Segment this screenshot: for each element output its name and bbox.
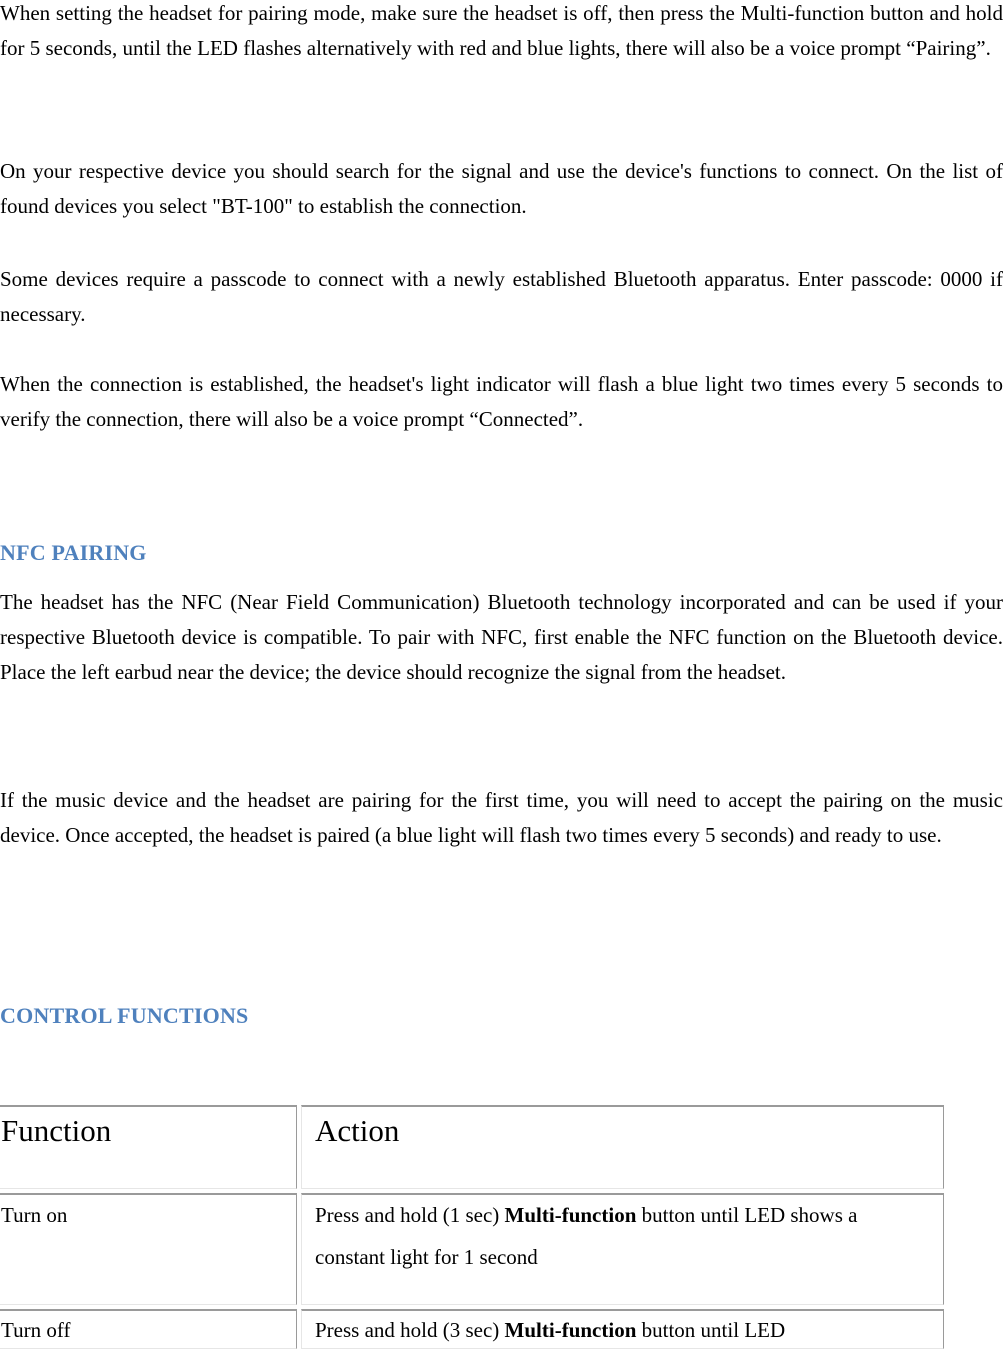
- action-cell: [315, 1309, 915, 1351]
- connection-established-paragraph: When the connection is established, the headset's light indicator will flash a blue light two times every 5 seconds to verify the connection, there will also be a voice prompt “Connected”.: [0, 372, 1003, 431]
- action-text-post: button until LED: [636, 1318, 786, 1342]
- table-header-cell-function: [0, 1105, 297, 1189]
- pairing-mode-paragraph: When setting the headset for pairing mode, make sure the headset is off, then press the Multi-function button and hold for 5 seconds, until the LED flashes alternatively with red and blue lights, there will also be a voice prompt “Pairing”.: [0, 1, 1003, 60]
- action-text-pre: Press and hold (3 sec): [315, 1318, 505, 1342]
- action-cell: [315, 1194, 915, 1278]
- action-text-bold: Multi-function: [504, 1203, 637, 1227]
- nfc-pairing-heading: NFC PAIRING: [0, 540, 147, 565]
- nfc-first-time-paragraph: If the music device and the headset are pairing for the first time, you will need to accept the pairing on the music device. Once accepted, the headset is paired (a blue light will flash two times every 5 seconds) and ready to use.: [0, 788, 1003, 847]
- device-search-paragraph: On your respective device you should search for the signal and use the device's functions to connect. On the list of found devices you select "BT-100" to establish the connection.: [0, 159, 1003, 218]
- action-text-pre: Press and hold (1 sec): [315, 1203, 505, 1227]
- control-functions-table: [0, 1105, 947, 1345]
- table-row-action: [301, 1309, 944, 1349]
- passcode-paragraph: Some devices require a passcode to connect with a newly established Bluetooth apparatus. Enter passcode: 0000 if necessary.: [0, 267, 1003, 326]
- control-functions-heading: CONTROL FUNCTIONS: [0, 1003, 249, 1028]
- action-text-bold: Multi-function: [504, 1318, 637, 1342]
- table-header-cell-action: [301, 1105, 944, 1189]
- nfc-description-paragraph: The headset has the NFC (Near Field Communication) Bluetooth technology incorporated and can be used if your respective Bluetooth device is compatible. To pair with NFC, first enable the NFC function on the Bluetooth device. Place the left earbud near the device; the device should recognize the signal from the headset.: [0, 590, 1003, 684]
- table-row: [0, 1309, 297, 1349]
- table-row: [0, 1193, 297, 1305]
- table-row-action: [301, 1193, 944, 1305]
- table-header-function: Function: [1, 1113, 112, 1148]
- table-header-action: Action: [315, 1113, 400, 1148]
- function-cell: Turn on: [1, 1203, 68, 1227]
- action-text-post: button until LED shows a constant light for 1 second: [315, 1203, 858, 1269]
- function-cell: Turn off: [1, 1318, 71, 1342]
